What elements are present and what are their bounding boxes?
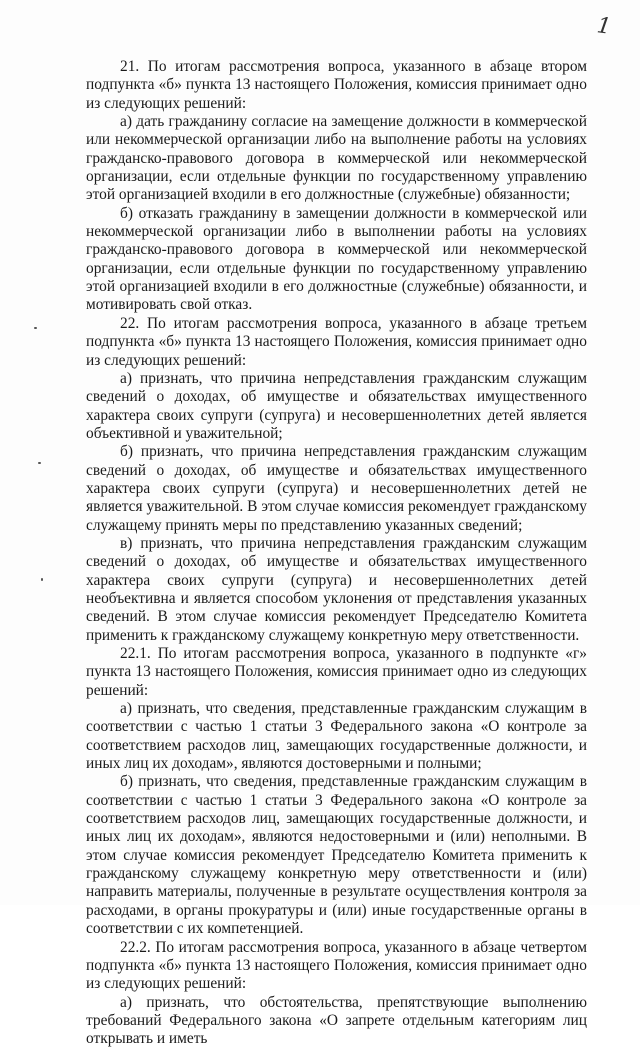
paragraph-22-1-a: а) признать, что сведения, представленные гражданским служащим в соответствии с частью 1 статьи 3 Федерального закона «О контроле за соответствием расходов лиц, замещающих государственные должности, и иных лиц их доходам», являются достоверными и полными;	[86, 700, 587, 773]
scan-speck	[34, 327, 37, 329]
paragraph-22-b: б) признать, что причина непредставления гражданским служащим сведений о доходах, об имуществе и обязательствах имущественного характера своих супруги (супруга) и несовершеннолетних детей не является уважительной. В этом случае комиссия рекомендует гражданскому служащему принять меры по представлению указанных сведений;	[86, 443, 587, 534]
paragraph-22-1-b: б) признать, что сведения, представленные гражданским служащим в соответствии с частью 1 статьи 3 Федерального закона «О контроле за соответствием расходов лиц, замещающих государственные должности, и иных лиц их доходам», являются недостоверными и (или) неполными. В этом случае комиссия рекомендует Председателю Комитета применить к гражданскому служащему конкретную меру ответственности и (или) направить материалы, полученные в результате осуществления контроля за расходами, в органы прокуратуры и (или) иные государственные органы в соответствии с их компетенцией.	[86, 773, 587, 938]
paragraph-21-a: а) дать гражданину согласие на замещение должности в коммерческой или некоммерческой организации либо на выполнение работы на условиях гражданско-правового договора в коммерческой или некоммерческой организации, если отдельные функции по государственному управлению этой организацией входили в его должностные (служебные) обязанности;	[86, 113, 587, 204]
paragraph-22-c: в) признать, что причина непредставления гражданским служащим сведений о доходах, об имуществе и обязательствах имущественного характера своих супруги (супруга) и несовершеннолетних детей необъективна и является способом уклонения от представления указанных сведений. В этом случае комиссия рекомендует Председателю Комитета применить к гражданскому служащему конкретную меру ответственности.	[86, 534, 587, 644]
handwritten-page-mark: 1	[595, 13, 613, 40]
paragraph-22-a: а) признать, что причина непредставления гражданским служащим сведений о доходах, об имуществе и обязательствах имущественного характера своих супруги (супруга) и несовершеннолетних детей является объективной и уважительной;	[86, 369, 587, 442]
paragraph-22: 22. По итогам рассмотрения вопроса, указанного в абзаце третьем подпункта «б» пункта 13 настоящего Положения, комиссия принимает одно из следующих решений:	[86, 314, 587, 369]
scan-speck	[38, 462, 41, 464]
paragraph-22-2-a: а) признать, что обстоятельства, препятствующие выполнению требований Федерального закона «О запрете отдельным категориям лиц открывать и иметь	[86, 993, 587, 1048]
paragraph-22-2: 22.2. По итогам рассмотрения вопроса, указанного в абзаце четвертом подпункта «б» пункта 13 настоящего Положения, комиссия принимает одно из следующих решений:	[86, 938, 587, 993]
scan-speck	[41, 578, 43, 581]
paragraph-22-1: 22.1. По итогам рассмотрения вопроса, указанного в подпункте «г» пункта 13 настоящего Положения, комиссия принимает одно из следующих решений:	[86, 645, 587, 699]
paragraph-21-b: б) отказать гражданину в замещении должности в коммерческой или некоммерческой организации либо в выполнении работы на условиях гражданско-правового договора в коммерческой или некоммерческой организации, если отдельные функции по государственному управлению этой организацией входили в его должностные (служебные) обязанности, и мотивировать свой отказ.	[86, 204, 587, 314]
paragraph-21: 21. По итогам рассмотрения вопроса, указанного в абзаце втором подпункта «б» пункта 13 настоящего Положения, комиссия принимает одно из следующих решений:	[86, 58, 587, 112]
document-body	[86, 58, 587, 1049]
